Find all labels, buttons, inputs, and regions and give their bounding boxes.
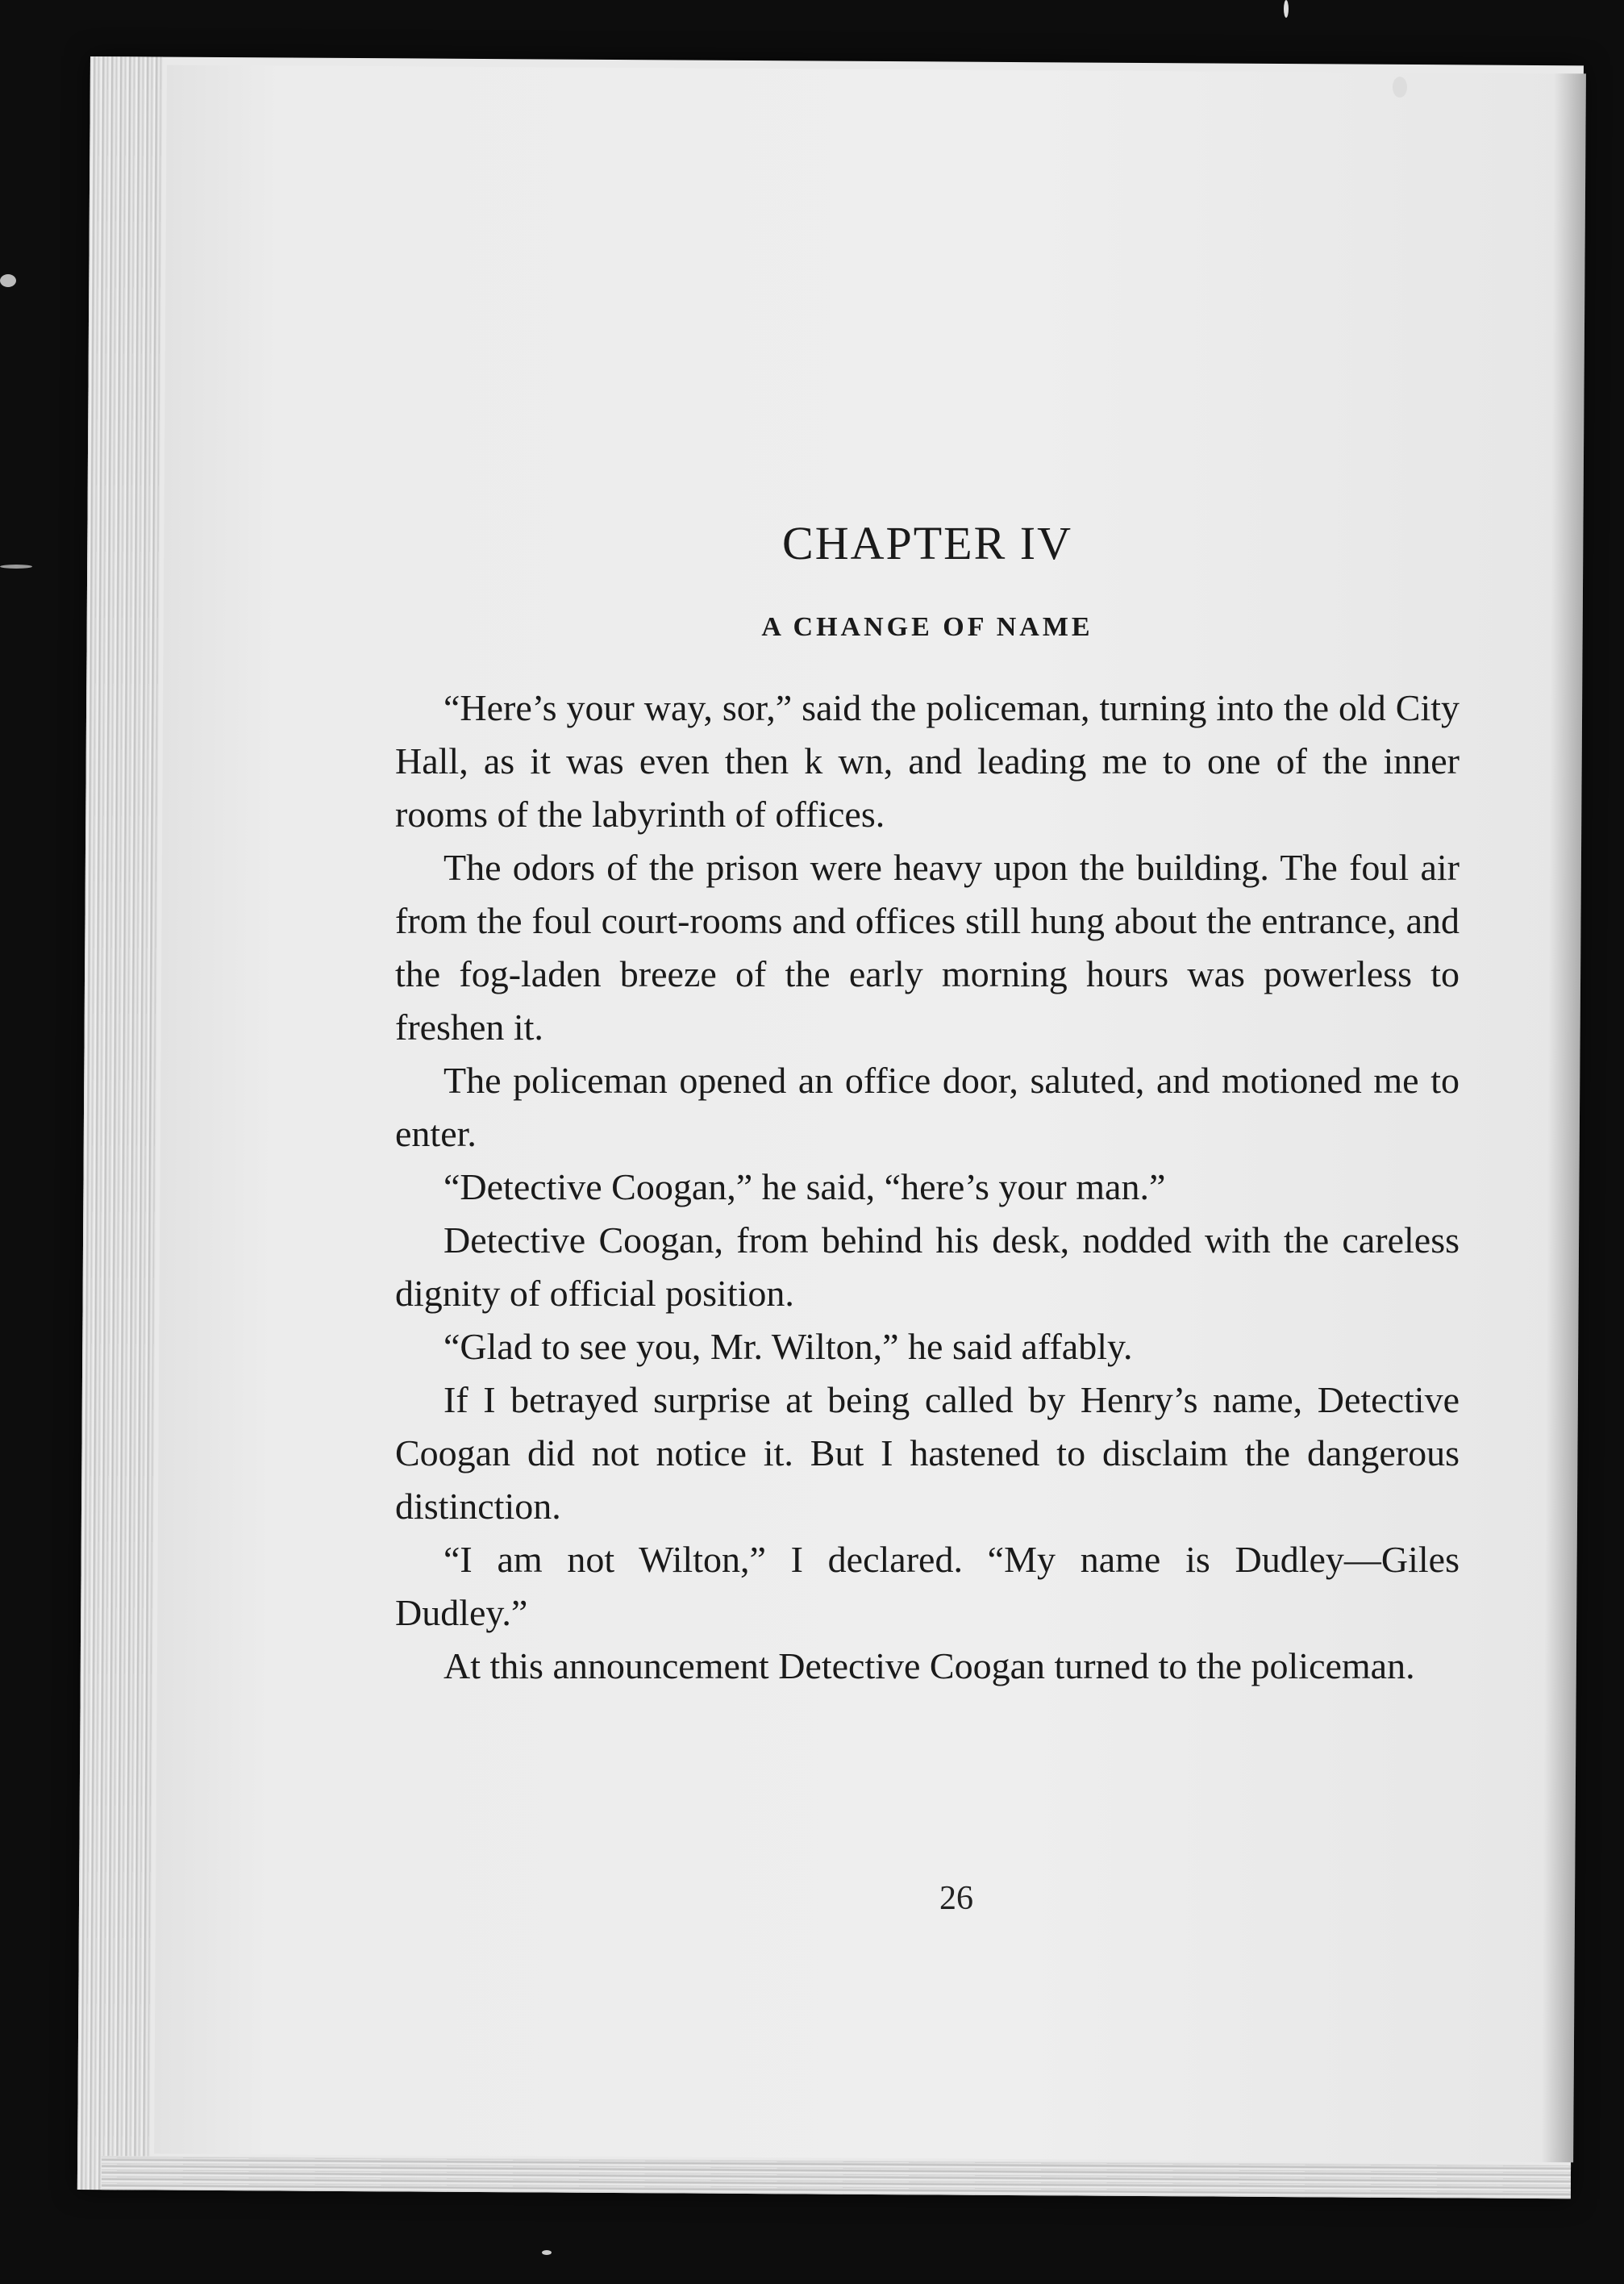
scan-speck [542,2250,552,2255]
page-shadow [1541,73,1586,2162]
paragraph: Detective Coogan, from behind his desk, nodded with the careless dignity of official position. [395,1219,1460,1314]
page-number: 26 [939,1880,973,1917]
chapter-title: CHAPTER IV [782,517,1072,569]
paragraph: “Here’s your way, sor,” said the policeman, turning into the old City Hall, as it was even then k wn, and leading me to one of the inner rooms of the labyrinth of offices. [395,687,1460,835]
paragraph: The policeman opened an office door, saluted, and motioned me to enter. [395,1060,1460,1154]
text-block [395,516,1460,1693]
page-edges [77,56,163,2190]
paragraph: At this announcement Detective Coogan turned to the policeman. [443,1645,1415,1686]
scan-speck [1284,0,1289,18]
scan-speck [0,565,32,569]
paragraph: “Detective Coogan,” he said, “here’s your man.” [443,1166,1166,1207]
scan-speck [0,274,16,287]
paragraph: “I am not Wilton,” I declared. “My name is Dudley—Giles Dudley.” [395,1539,1460,1633]
paragraph: If I betrayed surprise at being called by Henry’s name, Detective Coogan did not notice it. But I hastened to disclaim the dangerous distinction. [395,1379,1460,1527]
scan-speck [1393,77,1407,98]
paragraph: “Glad to see you, Mr. Wilton,” he said affably. [443,1326,1133,1367]
page-edge-bottom [102,2156,1571,2199]
chapter-subtitle: A CHANGE OF NAME [761,612,1093,642]
paragraph: The odors of the prison were heavy upon the building. The foul air from the foul court-rooms and offices still hung about the entrance, and the fog-laden breeze of the early morning hours was powerless to freshen it. [395,847,1460,1048]
